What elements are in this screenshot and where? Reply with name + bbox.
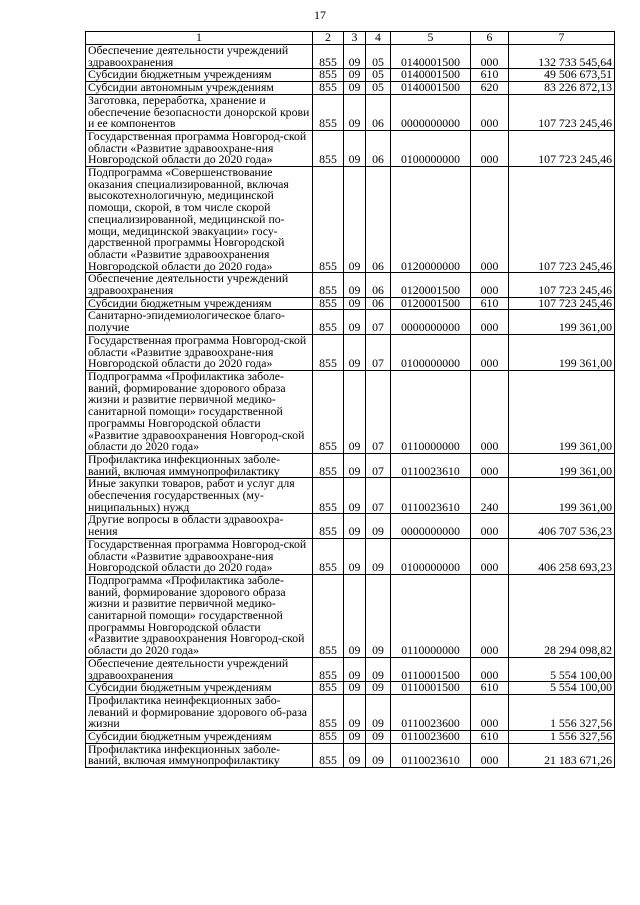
row-name-cell: Санитарно-эпидемиологическое благо-получие [86, 310, 313, 334]
row-ministry-cell: 855 [313, 167, 344, 273]
row-amount-cell: 199 361,00 [509, 310, 615, 334]
row-amount-cell: 406 707 536,23 [509, 514, 615, 538]
row-ministry-cell: 855 [313, 694, 344, 730]
row-expense-type-cell: 610 [471, 69, 509, 82]
header-cell-subsection: 4 [366, 32, 391, 45]
row-section-cell: 09 [344, 478, 366, 514]
row-expense-type-cell: 000 [471, 167, 509, 273]
row-section-cell: 09 [344, 682, 366, 695]
row-target-article-cell: 0110023600 [391, 694, 471, 730]
row-section-cell: 09 [344, 167, 366, 273]
header-cell-expense-type: 6 [471, 32, 509, 45]
row-ministry-cell: 855 [313, 731, 344, 744]
row-expense-type-cell: 000 [471, 273, 509, 297]
row-amount-cell: 1 556 327,56 [509, 694, 615, 730]
row-amount-cell: 21 183 671,26 [509, 743, 615, 767]
row-subsection-cell: 09 [366, 538, 391, 574]
row-subsection-cell: 05 [366, 69, 391, 82]
budget-table [85, 31, 615, 768]
row-ministry-cell: 855 [313, 310, 344, 334]
table-row [86, 657, 615, 681]
row-target-article-cell: 0120001500 [391, 273, 471, 297]
row-expense-type-cell: 000 [471, 130, 509, 166]
row-target-article-cell: 0140001500 [391, 45, 471, 69]
table-row [86, 310, 615, 334]
header-cell-amount: 7 [509, 32, 615, 45]
row-section-cell: 09 [344, 694, 366, 730]
row-expense-type-cell: 620 [471, 82, 509, 95]
row-subsection-cell: 07 [366, 478, 391, 514]
row-amount-cell: 107 723 245,46 [509, 130, 615, 166]
row-name-cell: Обеспечение деятельности учреждений здравоохранения [86, 45, 313, 69]
row-section-cell: 09 [344, 538, 366, 574]
row-target-article-cell: 0100000000 [391, 334, 471, 370]
row-ministry-cell: 855 [313, 370, 344, 453]
row-section-cell: 09 [344, 334, 366, 370]
row-ministry-cell: 855 [313, 45, 344, 69]
table-row [86, 743, 615, 767]
row-name-cell: Подпрограмма «Профилактика заболе-ваний, формирование здорового образа жизни и развитие первичной медико-санитарной помощи» государственной программы Новгородской области «Развитие здравоохранения Новгород-ской области до 2020 года» [86, 370, 313, 453]
row-ministry-cell: 855 [313, 574, 344, 657]
row-amount-cell: 49 506 673,51 [509, 69, 615, 82]
row-subsection-cell: 07 [366, 370, 391, 453]
row-expense-type-cell: 000 [471, 45, 509, 69]
row-name-cell: Государственная программа Новгород-ской области «Развитие здравоохране-ния Новгородской области до 2020 года» [86, 130, 313, 166]
row-name-cell: Государственная программа Новгород-ской области «Развитие здравоохране-ния Новгородской области до 2020 года» [86, 538, 313, 574]
row-expense-type-cell: 000 [471, 743, 509, 767]
row-target-article-cell: 0120001500 [391, 297, 471, 310]
row-name-cell: Профилактика инфекционных заболе-ваний, включая иммунопрофилактику [86, 453, 313, 477]
row-ministry-cell: 855 [313, 682, 344, 695]
header-cell-target-article: 5 [391, 32, 471, 45]
row-amount-cell: 132 733 545,64 [509, 45, 615, 69]
row-section-cell: 09 [344, 94, 366, 130]
row-name-cell: Субсидии бюджетным учреждениям [86, 682, 313, 695]
row-expense-type-cell: 000 [471, 94, 509, 130]
table-row [86, 694, 615, 730]
row-section-cell: 09 [344, 69, 366, 82]
row-expense-type-cell: 000 [471, 538, 509, 574]
row-amount-cell: 199 361,00 [509, 370, 615, 453]
row-ministry-cell: 855 [313, 743, 344, 767]
row-section-cell: 09 [344, 297, 366, 310]
row-subsection-cell: 06 [366, 273, 391, 297]
row-name-cell: Подпрограмма «Профилактика заболе-ваний, формирование здорового образа жизни и развитие первичной медико-санитарной помощи» государственной программы Новгородской области «Развитие здравоохранения Новгород-ской области до 2020 года» [86, 574, 313, 657]
row-expense-type-cell: 000 [471, 657, 509, 681]
row-name-cell: Подпрограмма «Совершенствование оказания специализированной, включая высокотехнологичную, медицинской помощи, скорой, в том числе скорой специализированной, медицинской по-мощи, медицинской эвакуации» госу-дарственной программы Новгородской области «Развитие здравоохранения Новгородской области до 2020 года» [86, 167, 313, 273]
table-row [86, 514, 615, 538]
row-subsection-cell: 06 [366, 167, 391, 273]
row-subsection-cell: 09 [366, 682, 391, 695]
table-row [86, 574, 615, 657]
row-target-article-cell: 0110023610 [391, 478, 471, 514]
row-ministry-cell: 855 [313, 130, 344, 166]
row-amount-cell: 107 723 245,46 [509, 94, 615, 130]
row-expense-type-cell: 240 [471, 478, 509, 514]
row-amount-cell: 5 554 100,00 [509, 657, 615, 681]
row-name-cell: Заготовка, переработка, хранение и обеспечение безопасности донорской крови и ее компонентов [86, 94, 313, 130]
row-subsection-cell: 09 [366, 514, 391, 538]
row-amount-cell: 406 258 693,23 [509, 538, 615, 574]
row-name-cell: Другие вопросы в области здравоохра-нения [86, 514, 313, 538]
row-expense-type-cell: 000 [471, 370, 509, 453]
row-section-cell: 09 [344, 273, 366, 297]
row-section-cell: 09 [344, 130, 366, 166]
table-row [86, 94, 615, 130]
row-ministry-cell: 855 [313, 514, 344, 538]
row-target-article-cell: 0110000000 [391, 574, 471, 657]
row-section-cell: 09 [344, 310, 366, 334]
row-subsection-cell: 07 [366, 453, 391, 477]
row-subsection-cell: 06 [366, 94, 391, 130]
row-expense-type-cell: 000 [471, 514, 509, 538]
row-target-article-cell: 0000000000 [391, 310, 471, 334]
row-subsection-cell: 07 [366, 310, 391, 334]
header-cell-name: 1 [86, 32, 313, 45]
table-row [86, 370, 615, 453]
row-name-cell: Государственная программа Новгород-ской области «Развитие здравоохране-ния Новгородской области до 2020 года» [86, 334, 313, 370]
row-amount-cell: 5 554 100,00 [509, 682, 615, 695]
row-subsection-cell: 09 [366, 694, 391, 730]
header-cell-section: 3 [344, 32, 366, 45]
row-name-cell: Иные закупки товаров, работ и услуг для обеспечения государственных (му-ниципальных) нужд [86, 478, 313, 514]
row-section-cell: 09 [344, 743, 366, 767]
row-target-article-cell: 0110023610 [391, 743, 471, 767]
table-row [86, 334, 615, 370]
row-expense-type-cell: 000 [471, 694, 509, 730]
row-target-article-cell: 0000000000 [391, 514, 471, 538]
row-expense-type-cell: 000 [471, 334, 509, 370]
row-subsection-cell: 09 [366, 743, 391, 767]
row-amount-cell: 107 723 245,46 [509, 297, 615, 310]
row-ministry-cell: 855 [313, 538, 344, 574]
row-ministry-cell: 855 [313, 478, 344, 514]
table-row [86, 478, 615, 514]
row-target-article-cell: 0100000000 [391, 538, 471, 574]
row-amount-cell: 199 361,00 [509, 334, 615, 370]
table-row [86, 538, 615, 574]
row-name-cell: Субсидии бюджетным учреждениям [86, 297, 313, 310]
row-amount-cell: 1 556 327,56 [509, 731, 615, 744]
row-expense-type-cell: 610 [471, 297, 509, 310]
row-target-article-cell: 0110023600 [391, 731, 471, 744]
row-subsection-cell: 06 [366, 130, 391, 166]
row-section-cell: 09 [344, 453, 366, 477]
row-target-article-cell: 0110001500 [391, 682, 471, 695]
row-section-cell: 09 [344, 574, 366, 657]
row-name-cell: Субсидии бюджетным учреждениям [86, 731, 313, 744]
row-name-cell: Профилактика инфекционных заболе-ваний, включая иммунопрофилактику [86, 743, 313, 767]
row-target-article-cell: 0140001500 [391, 82, 471, 95]
table-row [86, 167, 615, 273]
row-target-article-cell: 0000000000 [391, 94, 471, 130]
row-name-cell: Обеспечение деятельности учреждений здравоохранения [86, 657, 313, 681]
table-row [86, 273, 615, 297]
row-expense-type-cell: 000 [471, 453, 509, 477]
row-ministry-cell: 855 [313, 453, 344, 477]
table-body [86, 45, 615, 768]
row-target-article-cell: 0110000000 [391, 370, 471, 453]
row-name-cell: Обеспечение деятельности учреждений здравоохранения [86, 273, 313, 297]
row-section-cell: 09 [344, 657, 366, 681]
row-subsection-cell: 07 [366, 334, 391, 370]
row-expense-type-cell: 000 [471, 310, 509, 334]
row-ministry-cell: 855 [313, 69, 344, 82]
row-ministry-cell: 855 [313, 82, 344, 95]
table-row [86, 130, 615, 166]
row-expense-type-cell: 610 [471, 731, 509, 744]
table-row [86, 453, 615, 477]
row-subsection-cell: 06 [366, 297, 391, 310]
row-expense-type-cell: 000 [471, 574, 509, 657]
row-ministry-cell: 855 [313, 273, 344, 297]
row-section-cell: 09 [344, 82, 366, 95]
row-subsection-cell: 05 [366, 45, 391, 69]
row-target-article-cell: 0110001500 [391, 657, 471, 681]
row-amount-cell: 83 226 872,13 [509, 82, 615, 95]
table-row [86, 45, 615, 69]
row-section-cell: 09 [344, 370, 366, 453]
row-ministry-cell: 855 [313, 94, 344, 130]
row-ministry-cell: 855 [313, 297, 344, 310]
row-amount-cell: 107 723 245,46 [509, 273, 615, 297]
row-amount-cell: 199 361,00 [509, 478, 615, 514]
row-amount-cell: 199 361,00 [509, 453, 615, 477]
row-ministry-cell: 855 [313, 657, 344, 681]
row-target-article-cell: 0140001500 [391, 69, 471, 82]
row-subsection-cell: 09 [366, 731, 391, 744]
row-ministry-cell: 855 [313, 334, 344, 370]
row-subsection-cell: 09 [366, 574, 391, 657]
row-amount-cell: 107 723 245,46 [509, 167, 615, 273]
row-name-cell: Профилактика неинфекционных забо-леваний и формирование здорового об-раза жизни [86, 694, 313, 730]
row-target-article-cell: 0110023610 [391, 453, 471, 477]
header-cell-ministry: 2 [313, 32, 344, 45]
row-subsection-cell: 09 [366, 657, 391, 681]
row-section-cell: 09 [344, 45, 366, 69]
row-section-cell: 09 [344, 731, 366, 744]
row-expense-type-cell: 610 [471, 682, 509, 695]
row-name-cell: Субсидии бюджетным учреждениям [86, 69, 313, 82]
page-number: 17 [314, 8, 326, 22]
row-target-article-cell: 0100000000 [391, 130, 471, 166]
row-subsection-cell: 05 [366, 82, 391, 95]
row-amount-cell: 28 294 098,82 [509, 574, 615, 657]
row-target-article-cell: 0120000000 [391, 167, 471, 273]
row-name-cell: Субсидии автономным учреждениям [86, 82, 313, 95]
row-section-cell: 09 [344, 514, 366, 538]
